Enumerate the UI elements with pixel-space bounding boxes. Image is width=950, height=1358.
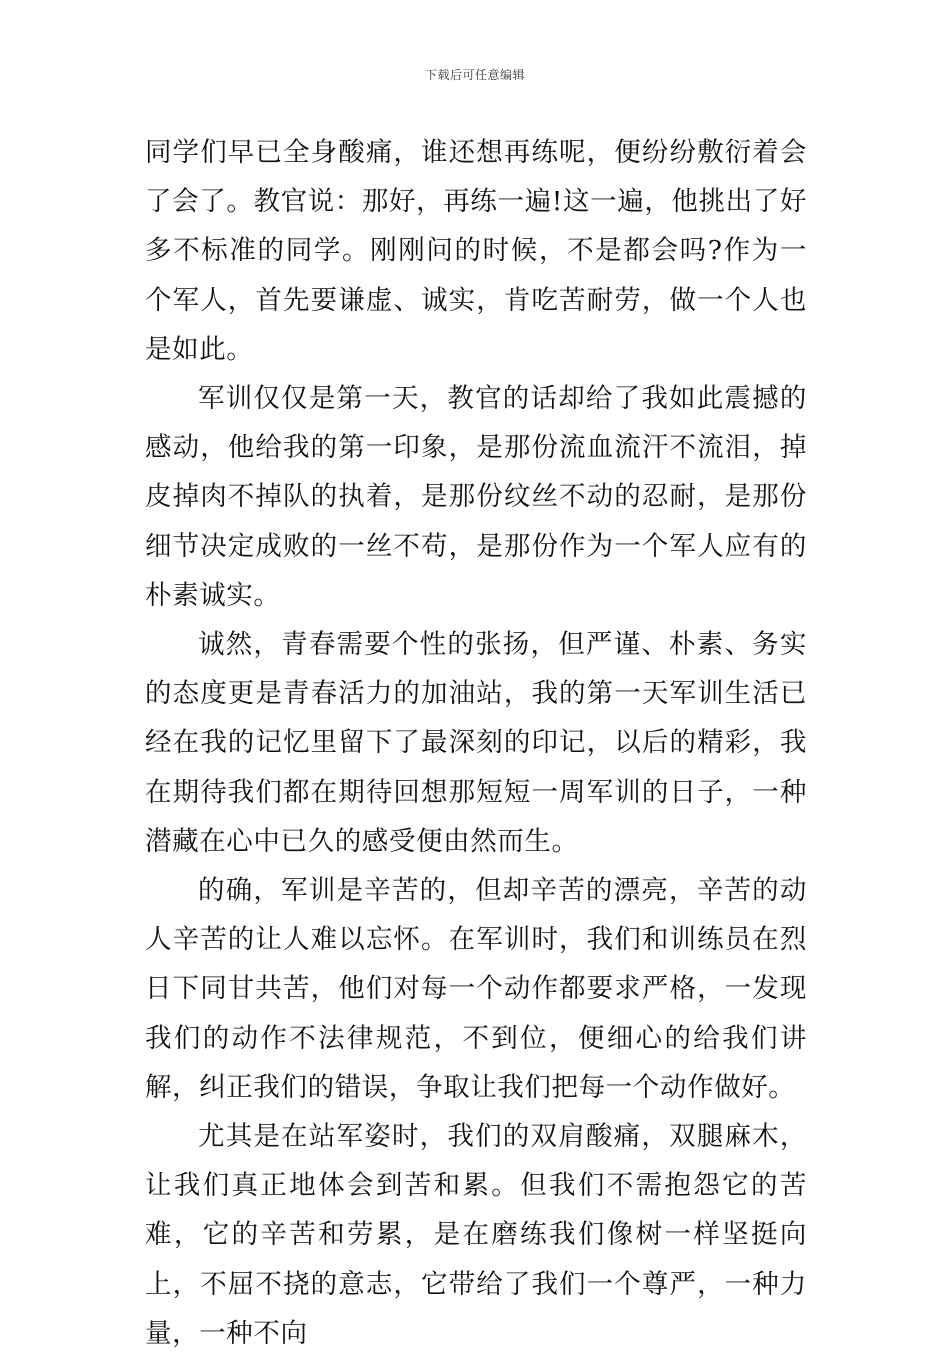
paragraph: 尤其是在站军姿时，我们的双肩酸痛，双腿麻木，让我们真正地体会到苦和累。但我们不需抱怨它的苦难，它的辛苦和劳累，是在磨练我们像树一样坚挺向上，不屈不挠的意志，它带给了我们一个尊严，一种力量，一种不向 bbox=[145, 1121, 807, 1349]
document-body bbox=[145, 128, 807, 1358]
paragraph: 的确，军训是辛苦的，但却辛苦的漂亮，辛苦的动人辛苦的让人难以忘怀。在军训时，我们和训练员在烈日下同甘共苦，他们对每一个动作都要求严格，一发现我们的动作不法律规范，不到位，便细心的给我们讲解，纠正我们的错误，争取让我们把每一个动作做好。 bbox=[145, 875, 807, 1103]
paragraph: 诚然，青春需要个性的张扬，但严谨、朴素、务实的态度更是青春活力的加油站，我的第一天军训生活已经在我的记忆里留下了最深刻的印记，以后的精彩，我在期待我们都在期待回想那短短一周军训的日子，一种潜藏在心中已久的感受便由然而生。 bbox=[145, 629, 807, 857]
paragraph-continuation: 同学们早已全身酸痛，谁还想再练呢，便纷纷敷衍着会了会了。教官说：那好，再练一遍!这一遍，他挑出了好多不标准的同学。刚刚问的时候，不是都会吗?作为一个军人，首先要谦虚、诚实，肯吃苦耐劳，做一个人也是如此。 bbox=[145, 137, 807, 365]
header-note: 下载后可任意编辑 bbox=[424, 68, 525, 82]
paragraph: 军训仅仅是第一天，教官的话却给了我如此震撼的感动，他给我的第一印象，是那份流血流汗不流泪，掉皮掉肉不掉队的执着，是那份纹丝不动的忍耐，是那份细节决定成败的一丝不苟，是那份作为一个军人应有的朴素诚实。 bbox=[145, 383, 807, 611]
